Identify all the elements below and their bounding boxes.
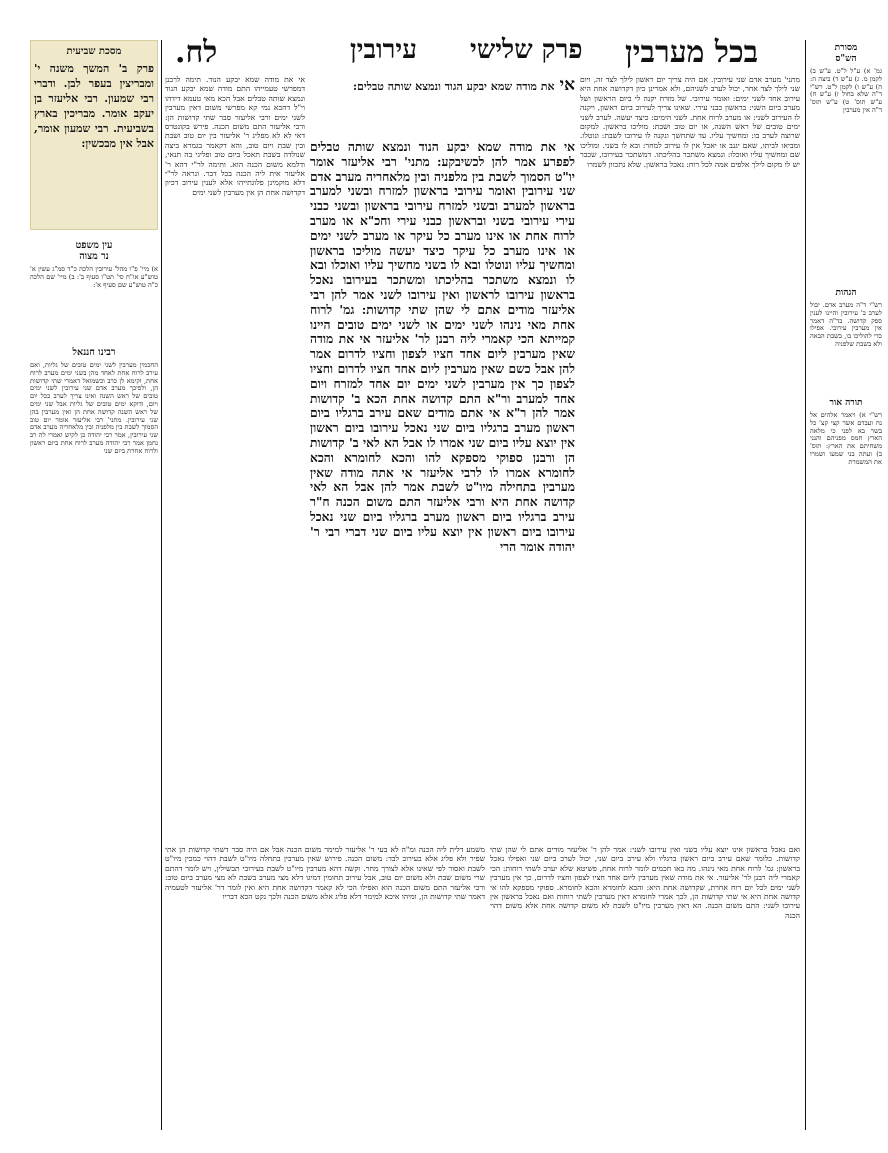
hagahot-column — [810, 285, 882, 395]
chapter-number: פרק שלישי — [470, 35, 583, 65]
hagahot-text: רש"י ד"ה מערב אדם. יבול לערב ב' עירובין והיינו לענין ספק קדושה. בד"ה דאמר אין מערבין עירובי. אפילו כדי להוליכו בו, בשבת הבאה ולא בשבת שלפניה — [810, 301, 882, 348]
ein-mishpat-text: א) מיי' פ"ו מהל' עירובין הלכה כ"ד סמ"ג עשין א' טוש"ע או"ח סי' תט"ו סעיף ב': ב) מיי' שם הלכה כ"ה טוש"ע שם סעיף א': — [30, 265, 158, 289]
rabbeinu-chananel-column — [30, 345, 158, 1125]
torah-or-text: רש"י א) ויאמר אלהים אל נח ועבדם אשר קצי קצ' כל בשר בא לפני כי מלאה הארץ חמס מפניהם והנני משחיתם את הארץ: תוס' ב) ועתה בני שמעו ושמרו את המשמרת — [810, 411, 882, 466]
folio-number: לח. — [175, 35, 218, 70]
ein-mishpat-title: עין משפט נר מצוה — [75, 240, 113, 262]
lower-rashi-column — [490, 845, 800, 1130]
lower-tosafot-text: משמע דלית ליה הכנה ומ"ה לא בעי ר' אליעזר למימר משום הכנה אבל אם היה סבר דשתי קדושות הן אתי שפיר ולא פליג אלא בעירוב לבד: משום הכנה. פירוש שאין מערבין בתחלה מיו"ט לשבת דהוי כמכין מיו"ט לשבת ואסור לפי שאינו אלא לצורך מחר. וקשה דהא מערבין מיו"ט לשבת בעירובי תבשילין, ויש לומר דהתם שרי משום שבת ולא משום יום טוב, אבל עירוב תחומין דמיגו דלא מצי מערב בשבת לא מצי מערב ביום טוב: ורבי אליעזר התם משום הכנה הוא ואפילו הכי לא קאמר דקדושה אחת היא ואין לומר דר' אליעזר לטעמיה דאמר שתי קדושות הן, ומיהו איכא למימר דלא פליג אלא משום הכנה ולכך נקט הכא דבריו — [165, 845, 485, 902]
column-rule-right — [805, 40, 806, 1130]
lower-rashi-text: ואם נאכל בראשון אינו יוצא עליו בשני ואין עירובו לשני: אמר להן ר' אליעזר מודים אתם לי שהן שתי קדושות. כלומר שאם עירב ביום ראשון ברגליו ולא עירב ביום שני, יכול לערב ביום שני ואפילו נאכל בראשון: גמ' לרוח אחת מאי נינהו. מה באו חכמים לומר לרוח אחת, פשיטא שלא יערב לשתי רוחות: הכי קאמרי ליה רבנן לר' אליעזר. אי את מודה שאין מערבין ליום אחד חציו לצפון וחציו לדרום, כך אין מערבין לשני ימים לכל יום רוח אחרת, שקדושה אחת היא: והכא לחומרא והכא לחומרא. ספוקי מספקא להו אי קדושה אחת היא אי שתי קדושות הן, לכך אמרי לחומרא דאין מערבין לשתי רוחות ואם נאכל בראשון אין עירובו לשני: התם משום הכנה. הא דאין מערבין מיו"ט לשבת לא משום קדושה אחת אלא משום דהוי הכנה — [490, 845, 800, 920]
gemara-opening-word: אי — [559, 75, 575, 95]
masoret-title: מסורת הש"ס — [834, 43, 858, 64]
tosafot-column — [165, 75, 305, 835]
lower-tosafot-column — [165, 845, 485, 1130]
gemara-text: אי את מודה שמא יבקע הנוד ונמצא שותה טבלים לפפרע אמר להן לכשיבקע: מתני' רבי אליעזר אומר יו"ט הסמוך לשבת בין מלפניה ובין מלאחריה מערב אדם שני עירובין ואומר עירובי בראשון למזרח ובשני למערב בראשון למערב ובשני למזרח עירובי בראשון ובשני כבני עירי עירובי בשני ובראשון כבני עירי וחכ"א או מערב לרוח אחת או אינו מערב כל עיקר או מערב לשני ימים או אינו מערב כל עיקר כיצד יעשה מוליכו בראשון ומחשיך עליו ונוטלו ובא לו בשני מחשיך עליו ואוכלו ובא לו ונמצא משתכר בהליכתו ומשתכר בעירובו נאכל בראשון עירובו לראשון ואין עירובו לשני אמר להן רבי אליעזר מודים אתם לי שהן שתי קדושות: גמ' לרוח אחת מאי נינהו לשני ימים או לשני ימים טובים היינו קמייתא הכי קאמרי ליה רבנן לר' אליעזר אי את מודה שאין מערבין ליום אחד חציו לצפון וחציו לדרום אמר להן אבל כשם שאין מערבין ליום אחד חציו לדרום וחציו לצפון כך אין מערבין לשני ימים יום אחד למזרח ויום אחד למערב ור"א התם קדושה אחת הכא ב' קדושות אמר להן ר"א אי אתם מודים שאם עירב ברגליו ביום ראשון מערב ברגליו ביום שני נאכל עירובו ביום ראשון אין יוצא עליו ביום שני אמרו לו אבל הא לאי ב' קדושות הן ורבנן ספוקי מספקא להו והכא לחומרא והכא לחומרא אמרו לו לרבי אליעזר אי אתה מודה שאין מערבין בתחילה מיו"ט לשבת אמר להן אבל הא לאי קדושה אחת היא ורבי אליעזר התם משום הכנה ח"ר עירב ברגליו ביום ראשון מערב ברגליו ביום שני נאכל עירובו ביום ראשון אין יוצא עליו ביום שני דברי רבי ר' יהודה אומר הרי — [310, 140, 575, 554]
gemara-opening — [310, 75, 575, 125]
ein-mishpat-column — [30, 238, 158, 338]
tosafot-text: אי את מודה שמא יבקע הנוד. תימה לרבנן דמפרשי טעמייהו התם מודה שמא יבקע הנוד ונמצא שותה טבלים אבל הכא מאי טעמא דידהו וי"ל דהכא נמי קא מפרשי משום דאין מערבין לשני ימים ורבי אליעזר סבר שתי קדושות הן: ורבי אליעזר התם משום הכנה. פירש בקונטרס דאי לא לא מפליג ר' אליעזר בין יום טוב ושבת ובין שבת ויום טוב, והא דקאמר בגמרא ביצה שנולדה בשבת תאכל ביום טוב ופליגי בה תנאי, ודלמא משום הכנה הוא. ותימה לר"י דהא ר' אליעזר אית ליה הכנה בכל דבר. ונראה לר"י דלא מוקמינן פלוגתייהו אלא לענין עירוב דכיון דקדושה אחת הן אין מערבין לשני ימים — [165, 75, 305, 197]
hagahot-title: הגהות — [835, 288, 857, 298]
shviit-title: מסכת שביעית — [66, 46, 122, 57]
rashi-column — [580, 75, 800, 835]
column-rule-left — [161, 40, 162, 1130]
chapter-name: בכל מערבין — [625, 35, 759, 70]
gemara-text-block — [310, 140, 575, 835]
rashi-text: מתני' מערב אדם שני עירובין. אם היה צריך יום ראשון לילך לצד זה, ויום שני לילך לצד אחר, יכול לערב לשניהם, ולא אמרינן כיון דקדושה אחת היא עירוב אחד לשני ימים: ואומר עירובי. של מזרח יקנה לי ביום הראשון ושל מערב ביום השני: בראשון כבני עירי. שאינו צריך לעירוב ביום ראשון, ויקנה לו העירוב לשני: או מערב לרוח אחת. לשני הימים: כיצד יעשה. לערב לשני ימים טובים של ראש השנה, או יום טוב ושבת: מוליכו בראשון. למקום שרוצה לערב בו: ומחשיך עליו. עד שתחשך ונקנה לו עירובו לשבת: ונוטלו. ומביאו לביתו, שאם יגנב או יאכל אין לו עירוב למחר: ובא לו בשני. ומוליכו שם ומחשיך עליו ואוכלו: ונמצא משתכר בהליכתו. דמשתכר בעירובו, שכבר יש לו מקום לילך אלפים אמה לכל רוח: נאכל בראשון. שלא נתכוון לשמרו — [580, 75, 800, 169]
rabbeinu-chananel-text: החכמין מערבין לשני ימים טובים של גליות, ואם עירב לרוח אחת לאחד מהן בשני ימים מערב לרוח אחת, וקימא לן כרב וכשמואל דאמרי שתי קדושות הן, ולפיכך מערב אדם שני עירובין לשני ימים טובים של ראש השנה ואינו צריך לערב בכל יום ויום, ודוקא ימים טובים של גליות אבל שני ימים של ראש השנה קדושה אחת הן ואין מערבין בהן שני עירובין. מתני' רבי אליעזר אומר יום טוב הסמוך לשבת בין מלפניה ובין מלאחריה מערב אדם שני עירובין, אמר רבי יהודה בן לקיש ואמרי לה רב נחמן אמר רבי יהודה מערב לרוח אחת ביום ראשון ולרוח אחרת ביום שני — [30, 361, 158, 455]
tractate-name: עירובין — [350, 35, 417, 65]
masoret-text: גמ' א) ע"ל ל"ט. ע"ש ב) לקמן מ. ג) ע"ש ד) ביצה ה: ה) ע"ש ו) לקמן ל"ט. רש"י ד"ה שלא בחול ז) ע"ש ח) ע"ש תוס' ט) ע"ש תוס' ד"ה אין מערבין — [810, 67, 882, 114]
masoret-hashas-column — [810, 40, 882, 285]
torah-or-title: תורה אור — [829, 398, 863, 408]
gemara-opening-rest: את מודה שמא יבקע הגוד ונמצא שותה טבלים: — [352, 80, 555, 93]
torah-or-column — [810, 395, 882, 575]
shviit-text: פרק ב' המשך משנה י' ומבריצין בעפר לבן. ודברי רבי שמעון. רבי אליעזר בן יעקב אומר. מבריכין בארץ בשביעית. רבי שמעון אומר, אבל אין מבכשין: — [34, 62, 154, 150]
mishnah-shviit-box — [30, 40, 158, 230]
rabbeinu-chananel-title: רבינו חננאל — [72, 347, 116, 358]
